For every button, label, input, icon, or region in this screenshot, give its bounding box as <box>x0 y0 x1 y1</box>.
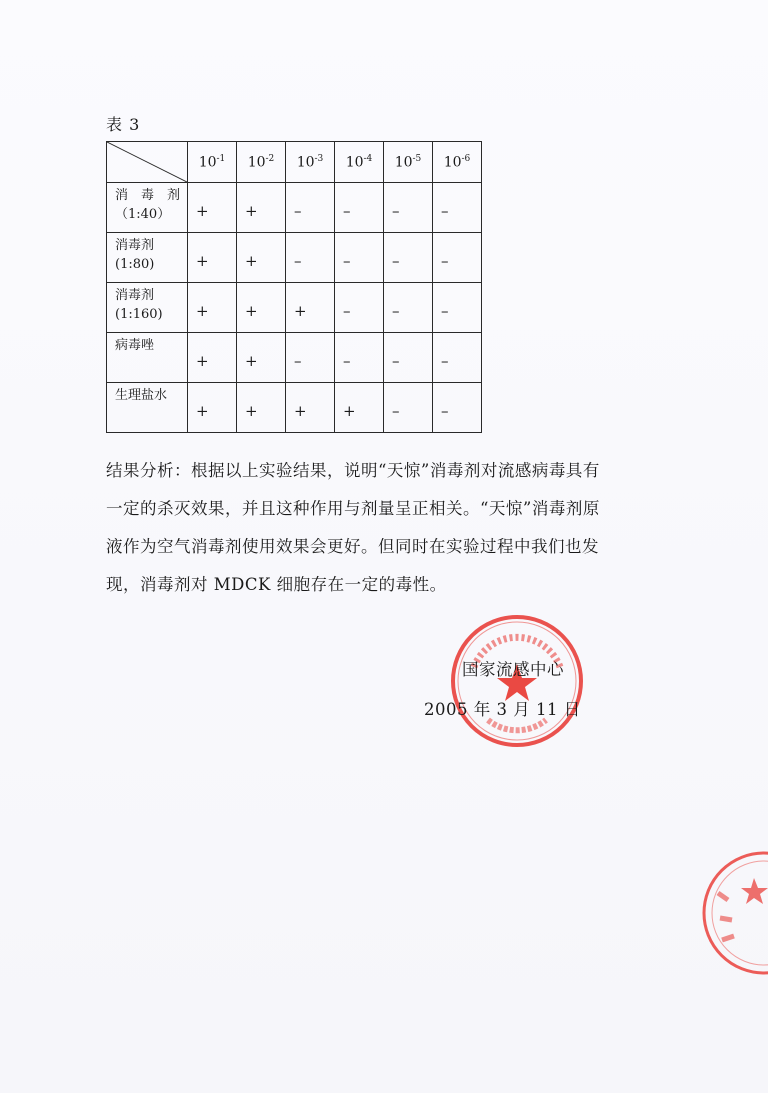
table-header-row <box>107 142 482 183</box>
result-cell: + <box>188 383 237 433</box>
partial-seal-icon <box>696 848 768 978</box>
paragraph-line: 液作为空气消毒剂使用效果会更好。但同时在实验过程中我们也发 <box>106 537 599 556</box>
result-cell: – <box>384 183 433 233</box>
result-cell: + <box>237 183 286 233</box>
diagonal-corner-cell <box>107 142 188 183</box>
result-cell: + <box>237 333 286 383</box>
row-label: 消 毒 剂 （1:40） <box>107 183 188 233</box>
result-cell: – <box>384 383 433 433</box>
result-cell: + <box>286 283 335 333</box>
result-cell: + <box>188 283 237 333</box>
table-row <box>107 283 482 333</box>
dilution-header: $10^{-3}$ <box>286 142 335 183</box>
result-cell: + <box>286 383 335 433</box>
row-label: 生理盐水 <box>107 383 188 433</box>
result-cell: – <box>384 333 433 383</box>
result-cell: + <box>335 383 384 433</box>
result-cell: + <box>237 283 286 333</box>
dilution-header: $10^{-2}$ <box>237 142 286 183</box>
diagonal-line <box>107 142 187 182</box>
table-row <box>107 383 482 433</box>
result-cell: + <box>188 333 237 383</box>
dilution-header: $10^{-5}$ <box>384 142 433 183</box>
result-cell: + <box>237 233 286 283</box>
table-row <box>107 233 482 283</box>
dilution-header: $10^{-6}$ <box>433 142 482 183</box>
table-caption: 表 3 <box>106 115 141 134</box>
result-cell: – <box>335 283 384 333</box>
official-seal-icon <box>448 612 586 750</box>
result-cell: – <box>335 183 384 233</box>
result-cell: – <box>384 233 433 283</box>
result-cell: – <box>433 283 482 333</box>
table-row <box>107 333 482 383</box>
result-cell: – <box>384 283 433 333</box>
row-label: 病毒唑 <box>107 333 188 383</box>
result-cell: + <box>237 383 286 433</box>
paragraph-line: 一定的杀灭效果，并且这种作用与剂量呈正相关。“天惊”消毒剂原 <box>106 499 600 518</box>
table-row <box>107 183 482 233</box>
result-cell: + <box>188 183 237 233</box>
result-cell: – <box>433 383 482 433</box>
dilution-header: $10^{-4}$ <box>335 142 384 183</box>
result-cell: – <box>335 233 384 283</box>
result-cell: – <box>433 333 482 383</box>
result-cell: – <box>286 333 335 383</box>
signature-date: 2005 年 3 月 11 日 <box>424 700 581 719</box>
result-cell: – <box>433 233 482 283</box>
paragraph-line: 现，消毒剂对 MDCK 细胞存在一定的毒性。 <box>106 575 447 594</box>
result-cell: – <box>286 233 335 283</box>
paragraph-line: 结果分析：根据以上实验结果，说明“天惊”消毒剂对流感病毒具有 <box>106 461 600 480</box>
result-cell: + <box>188 233 237 283</box>
signature-org: 国家流感中心 <box>462 660 564 679</box>
result-cell: – <box>335 333 384 383</box>
dilution-header: $10^{-1}$ <box>188 142 237 183</box>
row-label: 消毒剂 (1:160) <box>107 283 188 333</box>
results-table <box>106 141 482 433</box>
row-label: 消毒剂 (1:80) <box>107 233 188 283</box>
results-analysis <box>106 452 706 604</box>
result-cell: – <box>286 183 335 233</box>
result-cell: – <box>433 183 482 233</box>
